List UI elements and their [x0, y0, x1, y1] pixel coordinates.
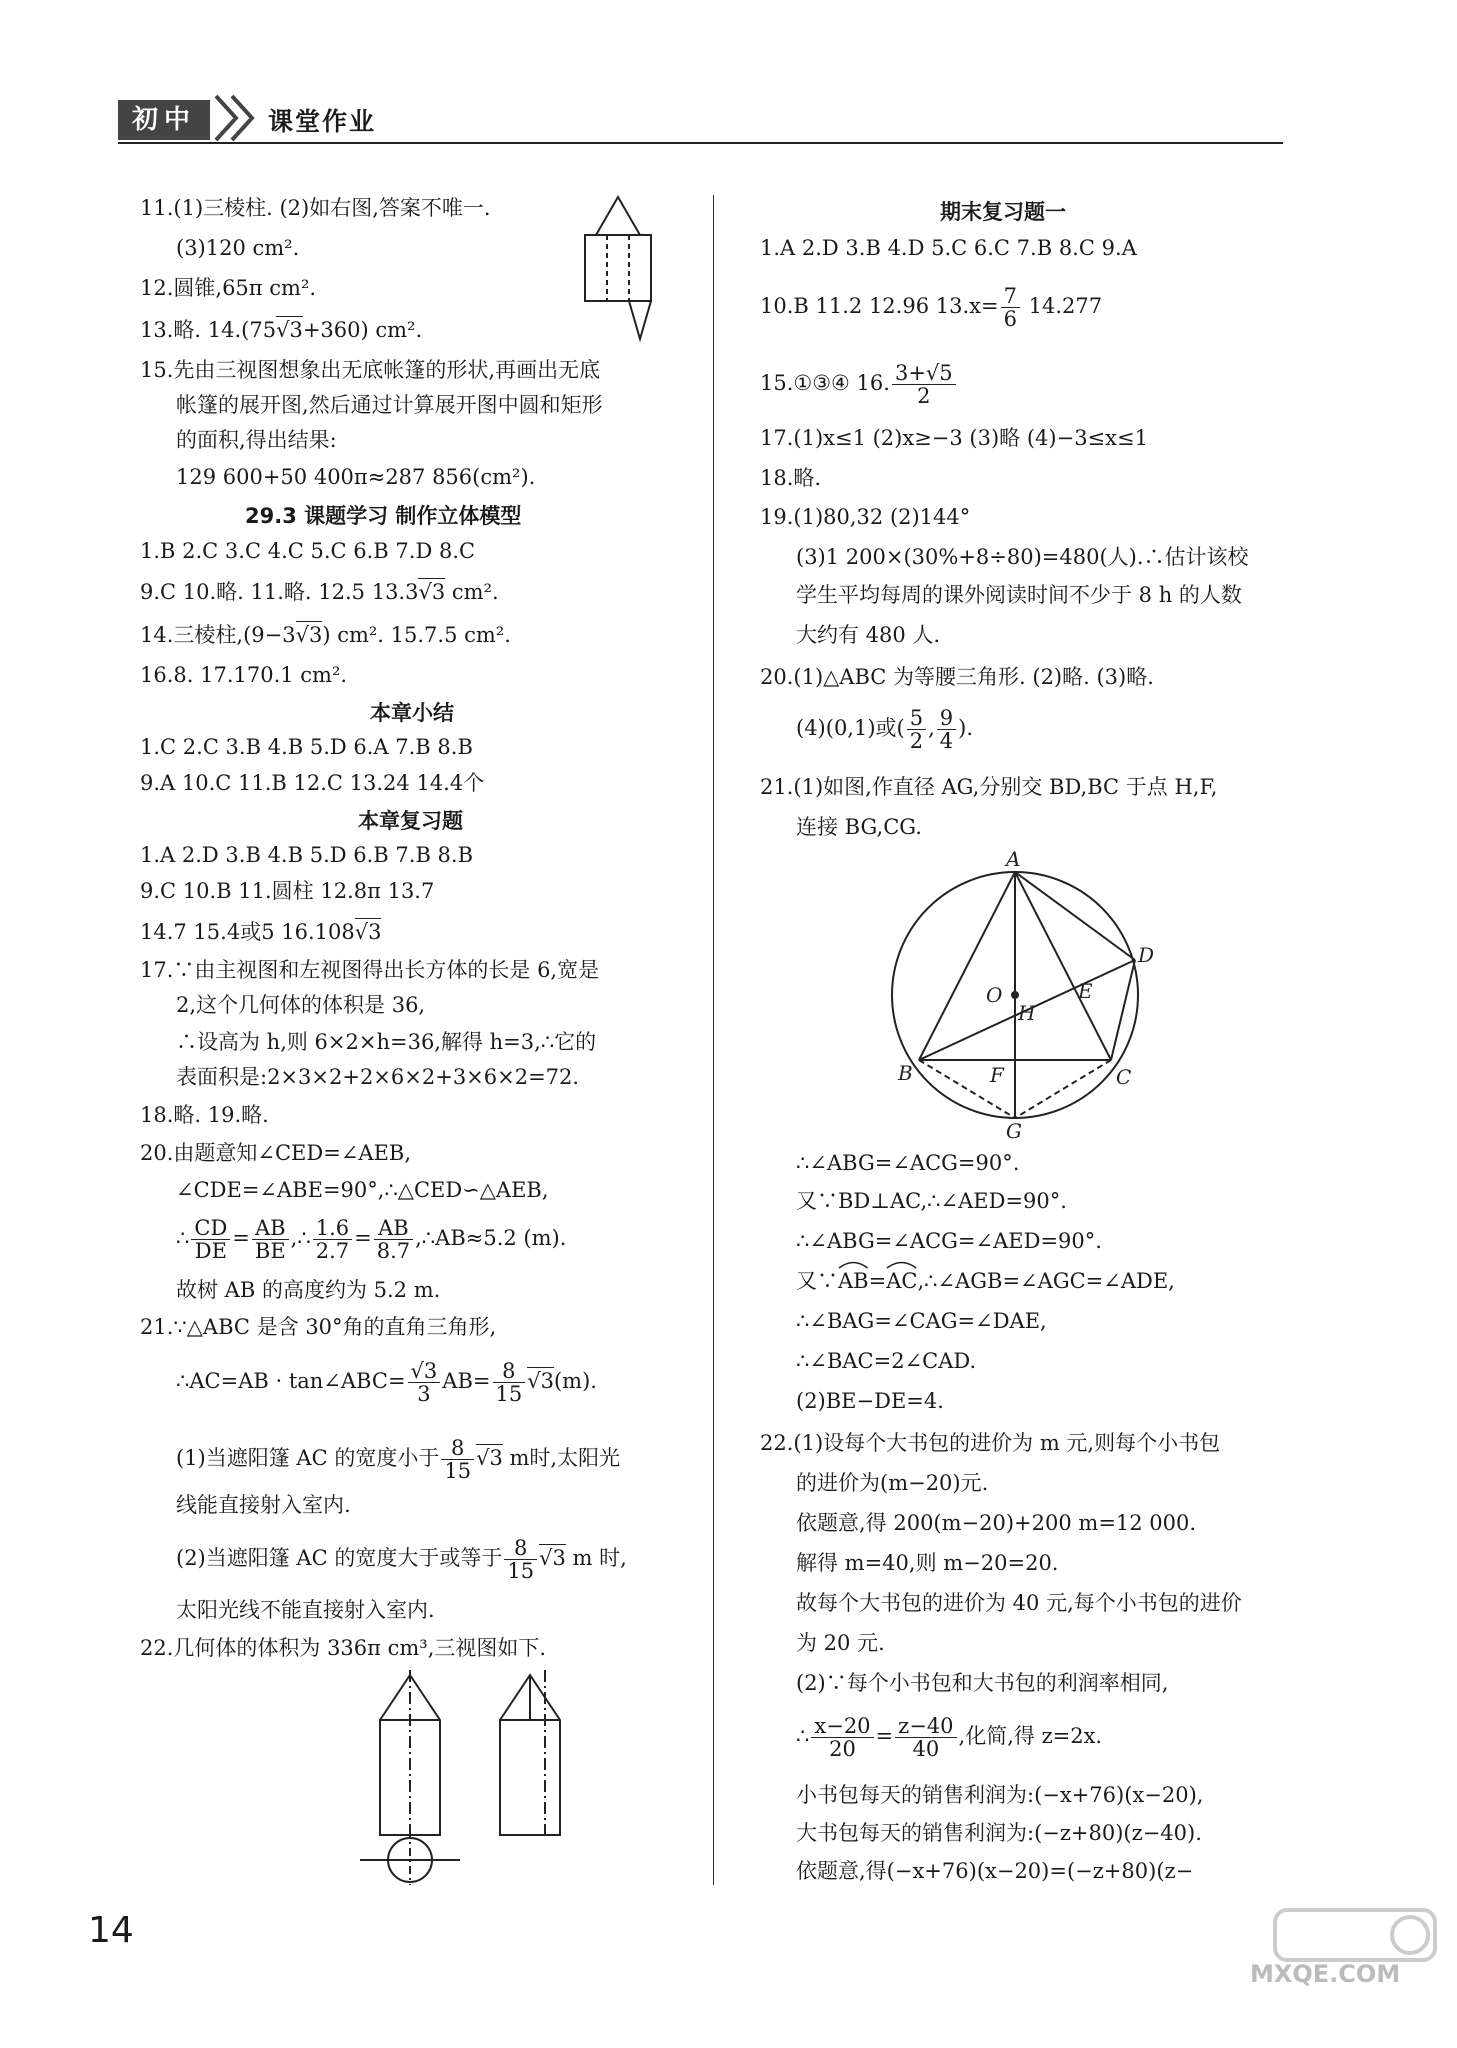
summary-row1: 1.C 2.C 3.B 4.B 5.D 6.A 7.B 8.B [140, 735, 473, 759]
final-row2: 10.B 11.2 12.96 13.x= $\frac{7}{6}$ 14.277 [760, 284, 1103, 331]
review-row3: 14.7 15.4或5 16.108√3 [140, 920, 382, 944]
answer-17-line2: 2,这个几何体的体积是 36, [176, 993, 426, 1017]
final-answer-21-line6: 又∵AB =AC ,∴∠AGB=∠AGC=∠ADE, [796, 1266, 1175, 1296]
answer-13-14: 13.略. 14.(75√3+360) cm². [140, 318, 423, 342]
answer-17-line1: 17.∵由主视图和左视图得出长方体的长是 6,宽是 [140, 958, 600, 982]
final-answer-22-line9: 小书包每天的销售利润为:(−x+76)(x−20), [796, 1783, 1204, 1807]
circle-geometry-figure [880, 847, 1155, 1143]
final-answer-21-line8: ∴∠BAC=2∠CAD. [796, 1349, 977, 1373]
final-answer-21-line7: ∴∠BAG=∠CAG=∠DAE, [796, 1309, 1047, 1333]
final-answer-20-line1: 20.(1)△ABC 为等腰三角形. (2)略. (3)略. [760, 665, 1154, 689]
fraction: $\frac{AB}{8.7}$ [374, 1217, 413, 1262]
header-tab: 初中 [118, 100, 210, 140]
point-label-O: O [986, 983, 1003, 1007]
three-views-figure [340, 1670, 610, 1885]
answer-21-line1: 21.∵△ABC 是含 30°角的直角三角形, [140, 1315, 497, 1339]
final-answer-19-line1: 19.(1)80,32 (2)144° [760, 505, 971, 529]
final-answer-19-line2: (3)1 200×(30%+8÷80)=480(人).∴估计该校 [796, 545, 1249, 569]
final-answer-22-line5: 故每个大书包的进价为 40 元,每个小书包的进价 [796, 1591, 1242, 1615]
answer-21-line6: 太阳光线不能直接射入室内. [176, 1598, 435, 1622]
answer-21-line4: 线能直接射入室内. [176, 1493, 351, 1517]
section-29-3-row3: 14.三棱柱,(9−3√3) cm². 15.7.5 cm². [140, 623, 511, 647]
chapter-summary-title: 本章小结 [370, 701, 454, 725]
prism-net-figure [585, 195, 665, 345]
fraction: $\frac{8}{15}$ [441, 1437, 474, 1482]
final-answer-22-line2: 的进价为(m−20)元. [796, 1471, 989, 1495]
answer-21-line5: (2)当遮阳篷 AC 的宽度大于或等于 $\frac{8}{15}$ √3 m 时, [176, 1536, 627, 1583]
fraction: $\frac{8}{15}$ [493, 1360, 526, 1405]
answer-18-19: 18.略. 19.略. [140, 1103, 269, 1127]
section-29-3-row2: 9.C 10.略. 11.略. 12.5 13.3√3 cm². [140, 580, 499, 604]
header-rule [118, 142, 1283, 144]
fraction: $\frac{9}{4}$ [937, 707, 956, 752]
final-answer-22-line4: 解得 m=40,则 m−20=20. [796, 1551, 1059, 1575]
final-answer-19-line4: 大约有 480 人. [796, 623, 941, 647]
final-answer-18: 18.略. [760, 466, 822, 490]
final-answer-20-line2: (4)(0,1)或( $\frac{5}{2}$ , $\frac{9}{4}$ ). [796, 706, 974, 753]
answer-15-line3: 的面积,得出结果: [176, 428, 337, 452]
arc-icon [838, 1259, 869, 1269]
point-label-F: F [990, 1063, 1004, 1087]
answer-20-line4: 故树 AB 的高度约为 5.2 m. [176, 1278, 441, 1302]
answer-20-line3: ∴ $\frac{CD}{DE}$ = $\frac{AB}{BE}$ ,∴ $\frac{1.6}{2.7}$ = $\frac{AB}{8.7}$ ,∴AB≈5.2 (m). [176, 1216, 567, 1263]
answer-17-line4: 表面积是:2×3×2+2×6×2+3×6×2=72. [176, 1065, 580, 1089]
final-answer-22-line11: 依题意,得(−x+76)(x−20)=(−z+80)(z− [796, 1859, 1194, 1883]
answer-21-line2: ∴AC=AB · tan∠ABC= $\frac{√3}{3}$ AB= $\frac{8}{15}$ √3(m). [176, 1359, 597, 1406]
final-row3: 15.①③④ 16. $\frac{3+√5}{2}$ [760, 355, 958, 411]
watermark-text: MXQE.COM [1250, 1960, 1401, 1988]
summary-row2: 9.A 10.C 11.B 12.C 13.24 14.4个 [140, 771, 485, 795]
point-label-H: H [1018, 1001, 1036, 1025]
final-answer-22-line6: 为 20 元. [796, 1631, 885, 1655]
chapter-review-title: 本章复习题 [358, 809, 463, 833]
column-divider [713, 195, 714, 1885]
page-number: 14 [88, 1910, 134, 1951]
final-answer-21-line9: (2)BE−DE=4. [796, 1389, 944, 1413]
section-29-3-title: 29.3 课题学习 制作立体模型 [245, 504, 522, 528]
answer-17-line3: ∴设高为 h,则 6×2×h=36,解得 h=3,∴它的 [176, 1030, 597, 1054]
answer-22: 22.几何体的体积为 336π cm³,三视图如下. [140, 1636, 547, 1660]
fraction: $\frac{x-20}{20}$ [811, 1715, 873, 1760]
answer-21-line3: (1)当遮阳篷 AC 的宽度小于 $\frac{8}{15}$ √3 m时,太阳光 [176, 1436, 621, 1483]
fraction: $\frac{7}{6}$ [1001, 285, 1020, 330]
section-29-3-row4: 16.8. 17.170.1 cm². [140, 663, 348, 687]
final-row1: 1.A 2.D 3.B 4.D 5.C 6.C 7.B 8.C 9.A [760, 236, 1137, 260]
final-answer-21-line4: 又∵BD⊥AC,∴∠AED=90°. [796, 1189, 1067, 1213]
final-answer-22-line7: (2)∵每个小书包和大书包的利润率相同, [796, 1671, 1169, 1695]
fraction: $\frac{8}{15}$ [504, 1537, 537, 1582]
header-title: 课堂作业 [268, 107, 377, 136]
final-answer-22-line8: ∴ $\frac{x-20}{20}$ = $\frac{z-40}{40}$ ,化简,得 z=2x. [796, 1714, 1103, 1761]
final-review-title: 期末复习题一 [940, 200, 1066, 224]
point-label-A: A [1006, 847, 1021, 871]
fraction: $\frac{z-40}{40}$ [895, 1715, 956, 1760]
answer-11: 11.(1)三棱柱. (2)如右图,答案不唯一. [140, 196, 491, 220]
arc-AC: AC [886, 1269, 917, 1293]
final-answer-17: 17.(1)x≤1 (2)x≥−3 (3)略 (4)−3≤x≤1 [760, 426, 1148, 450]
final-answer-21-line3: ∴∠ABG=∠ACG=90°. [796, 1151, 1020, 1175]
final-answer-21-line5: ∴∠ABG=∠ACG=∠AED=90°. [796, 1229, 1102, 1253]
point-label-D: D [1138, 943, 1155, 967]
final-answer-21-line1: 21.(1)如图,作直径 AG,分别交 BD,BC 于点 H,F, [760, 775, 1218, 799]
watermark-logo [1270, 1905, 1440, 1965]
point-label-G: G [1006, 1119, 1022, 1143]
page-header [118, 92, 1283, 144]
final-answer-22-line3: 依题意,得 200(m−20)+200 m=12 000. [796, 1511, 1197, 1535]
answer-15-line1: 15.先由三视图想象出无底帐篷的形状,再画出无底 [140, 358, 601, 382]
fraction: $\frac{√3}{3}$ [408, 1360, 441, 1405]
answer-20-line2: ∠CDE=∠ABE=90°,∴△CED∽△AEB, [176, 1178, 549, 1202]
answer-11-3: (3)120 cm². [176, 236, 300, 260]
final-answer-21-line2: 连接 BG,CG. [796, 815, 922, 839]
arc-AB: AB [838, 1269, 869, 1293]
answer-20-line1: 20.由题意知∠CED=∠AEB, [140, 1141, 412, 1165]
answer-12: 12.圆锥,65π cm². [140, 276, 317, 300]
point-label-E: E [1078, 979, 1093, 1003]
fraction: $\frac{CD}{DE}$ [191, 1217, 230, 1262]
answer-15-line2: 帐篷的展开图,然后通过计算展开图中圆和矩形 [176, 393, 603, 417]
arc-icon [886, 1259, 917, 1269]
fraction: $\frac{5}{2}$ [907, 707, 926, 752]
fraction: $\frac{1.6}{2.7}$ [313, 1217, 352, 1262]
section-29-3-row1: 1.B 2.C 3.C 4.C 5.C 6.B 7.D 8.C [140, 539, 476, 563]
review-row1: 1.A 2.D 3.B 4.B 5.D 6.B 7.B 8.B [140, 843, 474, 867]
answer-15-line4: 129 600+50 400π≈287 856(cm²). [176, 465, 536, 489]
point-label-B: B [898, 1061, 913, 1085]
review-row2: 9.C 10.B 11.圆柱 12.8π 13.7 [140, 879, 435, 903]
final-answer-22-line1: 22.(1)设每个大书包的进价为 m 元,则每个小书包 [760, 1431, 1221, 1455]
final-answer-19-line3: 学生平均每周的课外阅读时间不少于 8 h 的人数 [796, 583, 1242, 607]
fraction: $\frac{3+√5}{2}$ [892, 362, 956, 407]
final-answer-22-line10: 大书包每天的销售利润为:(−z+80)(z−40). [796, 1821, 1202, 1845]
fraction: $\frac{AB}{BE}$ [252, 1217, 289, 1262]
point-label-C: C [1116, 1065, 1132, 1089]
